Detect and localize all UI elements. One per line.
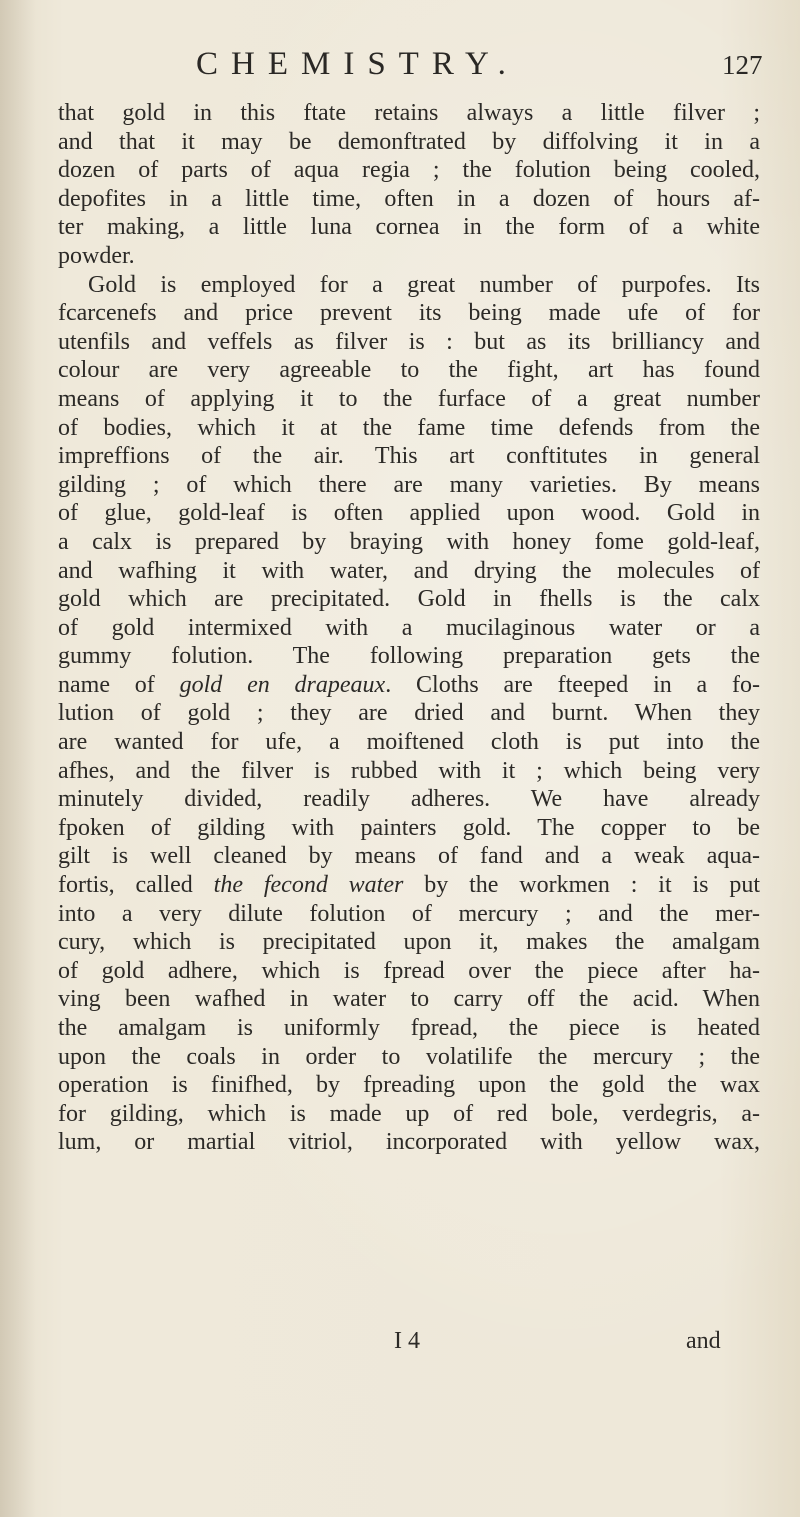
text-line: afhes, and the filver is rubbed with it ; which being very — [58, 757, 760, 784]
text-segment: name of — [58, 671, 180, 698]
text-line — [58, 671, 760, 700]
body-text — [58, 99, 760, 1157]
text-line: ter making, a little luna cornea in the form of a white — [58, 214, 760, 241]
text-line: the amalgam is uniformly fpread, the piece is heated — [58, 1015, 760, 1041]
text-line: depofites in a little time, often in a dozen of hours af- — [58, 185, 760, 212]
text-line: of gold intermixed with a mucilaginous water or a — [58, 614, 760, 641]
text-line: Gold is employed for a great number of purpofes. Its — [88, 271, 760, 298]
text-line — [58, 871, 760, 900]
text-line: gilding ; of which there are many varieties. By means — [58, 471, 760, 498]
text-line: lution of gold ; they are dried and burnt. When they — [58, 700, 760, 727]
catchword: and — [686, 1328, 721, 1354]
text-line: upon the coals in order to volatilife the mercury ; the — [58, 1043, 760, 1070]
text-line: impreffions of the air. This art conftitutes in general — [58, 443, 760, 470]
text-segment: by the workmen : it is put — [403, 872, 760, 899]
page-gutter-shadow — [0, 0, 36, 1517]
catchline — [0, 1328, 800, 1358]
italic-phrase: gold en drapeaux — [179, 671, 386, 698]
text-line: gold which are precipitated. Gold in fhells is the calx — [58, 586, 760, 613]
text-line: dozen of parts of aqua regia ; the folution being cooled, — [58, 157, 760, 184]
text-line: gilt is well cleaned by means of fand and a weak aqua- — [58, 843, 760, 870]
text-line: minutely divided, readily adheres. We have already — [58, 786, 760, 813]
text-line: utenfils and veffels as filver is : but as its brilliancy and — [58, 328, 760, 355]
text-line: of glue, gold-leaf is often applied upon wood. Gold in — [58, 500, 760, 527]
running-title: CHEMISTRY. — [196, 46, 519, 82]
text-line: lum, or martial vitriol, incorporated with yellow wax, — [58, 1129, 760, 1156]
signature-mark: I 4 — [394, 1328, 420, 1354]
text-segment: fortis, called — [58, 872, 214, 899]
text-line: operation is finifhed, by fpreading upon the gold the wax — [58, 1072, 760, 1099]
text-line: fpoken of gilding with painters gold. The copper to be — [58, 814, 760, 841]
text-line: gummy folution. The following preparation gets the — [58, 643, 760, 670]
text-line: fcarcenefs and price prevent its being made ufe of for — [58, 300, 760, 327]
text-line: powder. — [58, 242, 135, 269]
text-line: and wafhing it with water, and drying the molecules of — [58, 557, 760, 584]
text-line: means of applying it to the furface of a great number — [58, 385, 760, 412]
running-head — [0, 46, 800, 86]
text-line: colour are very agreeable to the fight, art has found — [58, 357, 760, 384]
text-line: and that it may be demonftrated by diffolving it in a — [58, 128, 760, 155]
page-number: 127 — [722, 50, 763, 80]
text-line: ving been wafhed in water to carry off the acid. When — [58, 986, 760, 1013]
text-line: of bodies, which it at the fame time defends from the — [58, 414, 760, 441]
text-line: into a very dilute folution of mercury ; and the mer- — [58, 900, 760, 927]
italic-phrase: the fecond water — [213, 872, 404, 899]
text-line: that gold in this ftate retains always a little filver ; — [58, 100, 760, 126]
text-segment: . Cloths are fteeped in a fo- — [385, 671, 761, 698]
text-line: cury, which is precipitated upon it, makes the amalgam — [58, 929, 760, 956]
text-line: are wanted for ufe, a moiftened cloth is put into the — [58, 729, 760, 756]
text-line: a calx is prepared by braying with honey fome gold-leaf, — [58, 528, 760, 555]
text-line: of gold adhere, which is fpread over the piece after ha- — [58, 957, 760, 984]
text-line: for gilding, which is made up of red bole, verdegris, a- — [58, 1100, 760, 1127]
